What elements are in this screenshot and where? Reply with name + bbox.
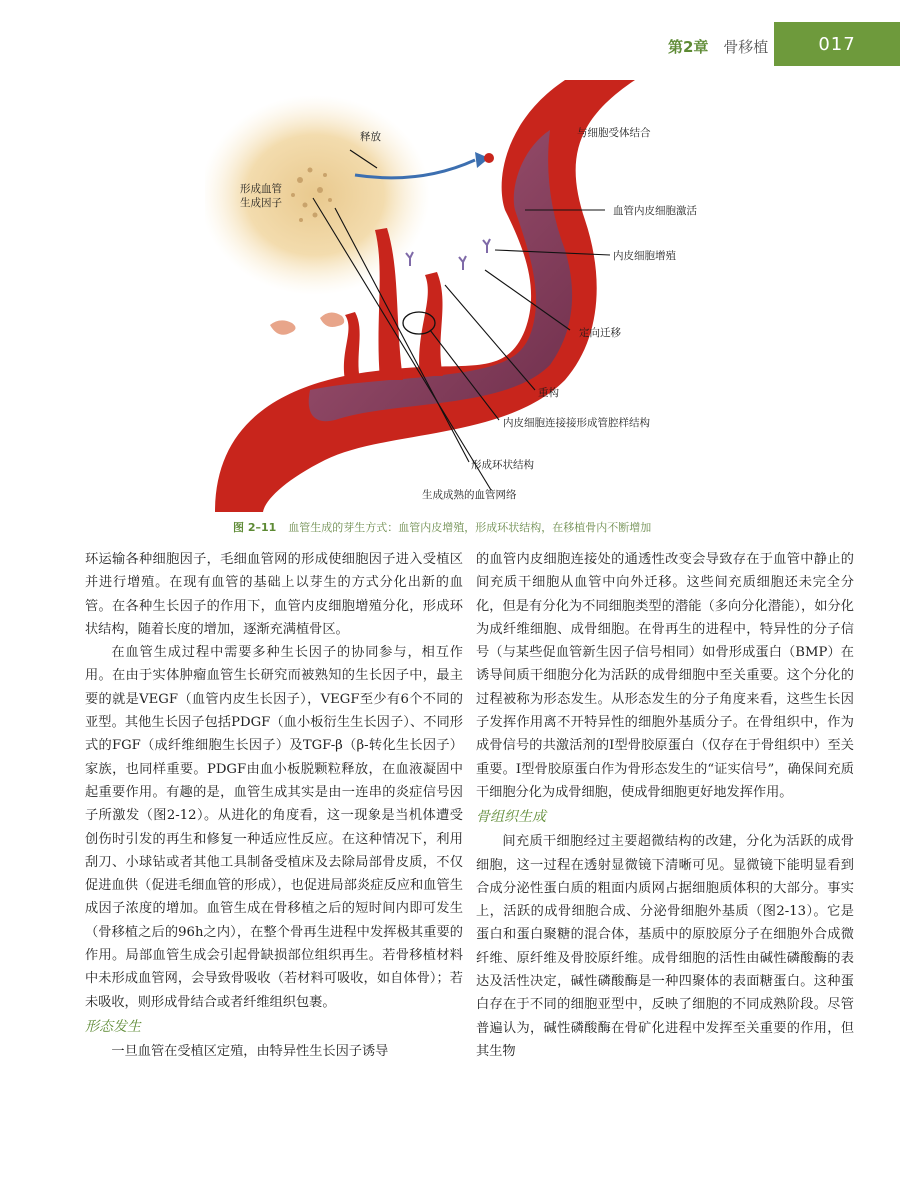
left-column	[85, 548, 463, 1063]
label-receptor: 与细胞受体结合	[577, 127, 651, 139]
growth-factor-cloud	[205, 95, 430, 295]
chapter-title: 骨移植	[723, 38, 769, 56]
right-paragraph-1: 的血管内皮细胞连接处的通透性改变会导致存在于血管中静止的间充质干细胞从血管中向外迁移。这些间充质细胞还未完全分化，但是有分化为不同细胞类型的潜能（多向分化潜能），如分化为成纤维细胞、成骨细胞。在骨再生的进程中，特异性的分子信号（与某些促血管新生因子信号相同）如骨形成蛋白（BMP）在诱导间质干细胞分化为活跃的成骨细胞中至关重要。这个分化的过程被称为形态发生。从形态发生的分子角度来看，这些生长因子发挥作用离不开特异性的细胞外基质分子。在骨组织中，作为成骨信号的共激活剂的Ⅰ型骨胶原蛋白（仅存在于骨组织中）至关重要。Ⅰ型骨胶原蛋白作为骨形态发生的“证实信号”，确保间充质干细胞分化为成骨细胞，使成骨细胞更好地发挥作用。	[476, 552, 854, 800]
label-proliferation: 内皮细胞增殖	[613, 250, 676, 262]
receptors	[406, 239, 490, 270]
label-release: 释放	[360, 131, 381, 143]
migrating-cell-2	[320, 312, 344, 327]
caption-number: 图 2–11	[233, 521, 277, 534]
sprout-left	[344, 312, 360, 380]
left-paragraph-1: 环运输各种细胞因子，毛细血管网的形成使细胞因子进入受植区并进行增殖。在现有血管的基础上以芽生的方式分化出新的血管。在各种生长因子的作用下，血管内皮细胞增殖分化，形成环状结构，随着长度的增加，逐渐充满植骨区。	[85, 552, 463, 637]
chapter-header	[668, 36, 768, 57]
caption-text: 血管生成的芽生方式：血管内皮增殖，形成环状结构，在移植骨内不断增加	[288, 521, 652, 534]
migrating-cell-1	[270, 320, 296, 334]
released-factor	[484, 153, 494, 163]
label-factor-line2: 生成因子	[240, 197, 282, 209]
right-column	[476, 548, 854, 1063]
section-title-bone-formation: 骨组织生成	[476, 809, 546, 826]
angiogenesis-figure	[205, 80, 725, 512]
label-network: 生成成熟的血管网络	[422, 489, 517, 501]
left-paragraph-3: 一旦血管在受植区定殖，由特异性生长因子诱导	[111, 1043, 389, 1059]
label-remodeling: 重构	[538, 387, 559, 399]
angiogenesis-illustration	[205, 80, 725, 512]
section-title-morphogenesis: 形态发生	[85, 1018, 141, 1035]
right-paragraph-2: 间充质干细胞经过主要超微结构的改建，分化为活跃的成骨细胞，这一过程在透射显微镜下清晰可见。显微镜下能明显看到合成分泌性蛋白质的粗面内质网占据细胞质体积的大部分。事实上，活跃的成骨细胞合成、分泌骨细胞外基质（图2-13）。它是蛋白和蛋白聚糖的混合体，基质中的原胶原分子在细胞外合成微纤维、原纤维及骨胶原纤维。成骨细胞的活性由碱性磷酸酶的表达及活性决定，碱性磷酸酶是一种四聚体的表面糖蛋白。这种蛋白存在于不同的细胞亚型中，反映了细胞的不同成熟阶段。尽管普遍认为，碱性磷酸酶在骨矿化进程中发挥至关重要的作用，但其生物	[476, 834, 854, 1059]
label-factor-line1: 形成血管	[240, 183, 282, 195]
sprout-right	[419, 272, 443, 376]
page-number: 017	[774, 22, 900, 66]
left-paragraph-2: 在血管生成过程中需要多种生长因子的协同参与，相互作用。在由于实体肿瘤血管生长研究而被熟知的生长因子中，最主要的就是VEGF（血管内皮生长因子），VEGF至少有6个不同的亚型。其他生长因子包括PDGF（血小板衍生生长因子）、不同形式的FGF（成纤维细胞生长因子）及TGF-β（β-转化生长因子）家族，也同样重要。PDGF由血小板脱颗粒释放，在血液凝固中起重要作用。有趣的是，血管生成其实是由一连串的炎症信号因子所激发（图2-12）。从进化的角度看，这一现象是当机体遭受创伤时引发的再生和修复一种适应性反应。在这种情况下，利用刮刀、小球钻或者其他工具制备受植床及去除局部骨皮质，不仅促进血供（促进毛细血管的形成），也促进局部炎症反应和血管生成因子浓度的增加。血管生成在骨移植之后的短时间内即可发生（骨移植之后的96h之内），在整个骨再生进程中发挥极其重要的作用。局部血管生成会引起骨缺损部位组织再生。若骨移植材料中未形成血管网，会导致骨吸收（若材料可吸收，如自体骨）；若未吸收，则形成骨结合或者纤维组织包裹。	[85, 645, 463, 1010]
label-migration: 定向迁移	[579, 327, 621, 339]
figure-caption	[233, 519, 703, 535]
label-ring: 形成环状结构	[471, 459, 534, 471]
chapter-number: 第2章	[668, 38, 709, 56]
label-lumen: 内皮细胞连接接形成管腔样结构	[503, 417, 650, 429]
label-activation: 血管内皮细胞激活	[613, 205, 697, 217]
